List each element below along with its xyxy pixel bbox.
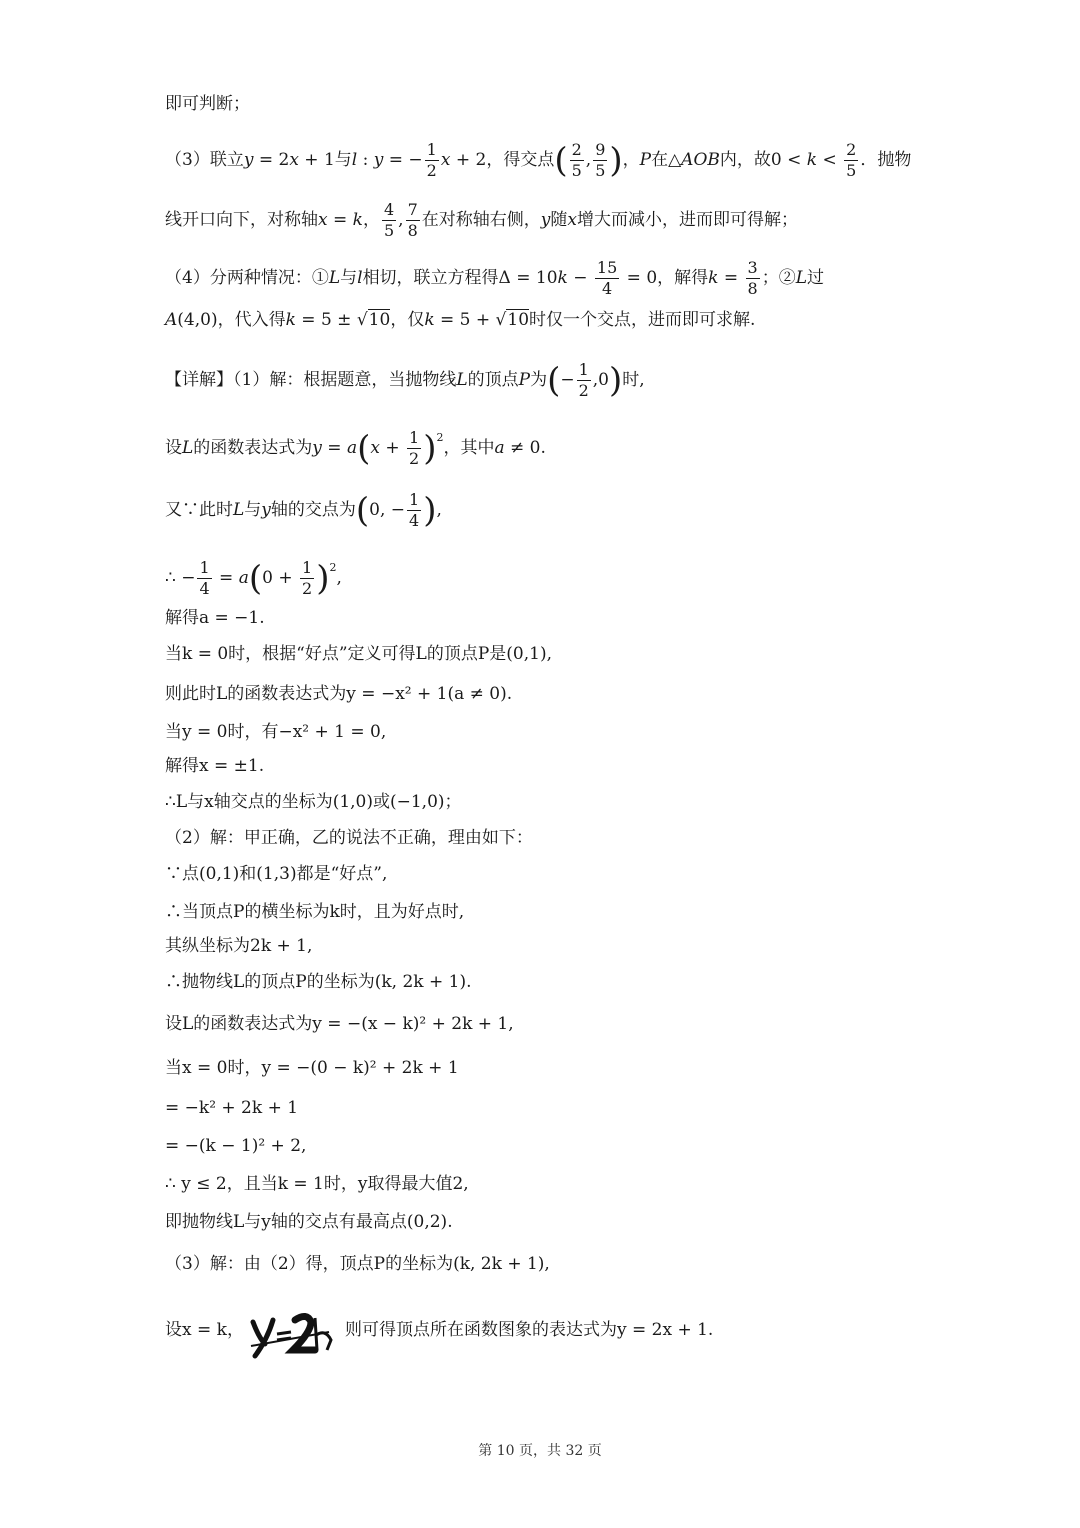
text-line-11: 当k = 0时，根据“好点”定义可得L的顶点P是(0,1), xyxy=(165,644,552,664)
text-line-18: ∴当顶点P的横坐标为k时，且为好点时, xyxy=(165,902,465,922)
text-line-12: 则此时L的函数表达式为y = −x² + 1(a ≠ 0). xyxy=(165,684,513,704)
text-line-28: 设x = k， xyxy=(165,1320,244,1340)
text-line-29: 则可得顶点所在函数图象的表达式为y = 2x + 1. xyxy=(345,1320,714,1340)
text-line-26: 即抛物线L与y轴的交点有最高点(0,2). xyxy=(165,1212,453,1232)
text-line-1: 即可判断； xyxy=(165,94,250,114)
text-line-4: （4）分两种情况：①L与l相切，联立方程得Δ = 10k − $\frac{15}{4}$ = 0，解得k = $\frac{3}{8}$ ；②L过 xyxy=(165,258,824,298)
text-line-20: ∴抛物线L的顶点P的坐标为(k, 2k + 1). xyxy=(165,972,472,992)
text-line-22: 当x = 0时，y = −(0 − k)² + 2k + 1 xyxy=(165,1058,459,1078)
text-line-6: 【详解】（1）解：根据题意，当抛物线L的顶点P为(− $\frac{1}{2}$ ,0)时, xyxy=(165,360,645,401)
text-line-21: 设L的函数表达式为y = −(x − k)² + 2k + 1, xyxy=(165,1014,514,1034)
text-line-9: ∴ − $\frac{1}{4}$ = a(0 + $\frac{1}{2}$ )$^2$, xyxy=(165,558,342,599)
text-line-19: 其纵坐标为2k + 1, xyxy=(165,936,313,956)
text-line-8: 又∵此时L与y轴的交点为(0, − $\frac{1}{4}$ ), xyxy=(165,490,442,531)
text-line-17: ∵点(0,1)和(1,3)都是“好点”, xyxy=(165,864,388,884)
text-line-27: （3）解：由（2）得，顶点P的坐标为(k, 2k + 1), xyxy=(165,1254,550,1274)
text-line-3: 线开口向下，对称轴x = k， $\frac{4}{5}$ , $\frac{7}{8}$ 在对称轴右侧，y随x增大而减小，进而即可得解； xyxy=(165,200,798,240)
text-line-13: 当y = 0时，有−x² + 1 = 0, xyxy=(165,722,387,742)
text-line-7: 设L的函数表达式为y = a(x + $\frac{1}{2}$ )$^2$，其中a ≠ 0. xyxy=(165,428,546,469)
text-line-16: （2）解：甲正确，乙的说法不正确，理由如下： xyxy=(165,828,533,848)
text-line-15: ∴L与x轴交点的坐标为(1,0)或(−1,0)； xyxy=(165,792,462,812)
text-line-23: = −k² + 2k + 1 xyxy=(165,1098,299,1118)
text-line-10: 解得a = −1. xyxy=(165,608,265,628)
text-line-14: 解得x = ±1. xyxy=(165,756,265,776)
page-footer: 第 10 页，共 32 页 xyxy=(478,1443,602,1459)
text-line-24: = −(k − 1)² + 2, xyxy=(165,1136,307,1156)
text-line-25: ∴ y ≤ 2，且当k = 1时，y取得最大值2, xyxy=(165,1174,469,1194)
handwritten-scribble xyxy=(245,1310,335,1360)
text-line-5: A(4,0)，代入得k = 5 ± √10，仅k = 5 + √10时仅一个交点，进而即可求解. xyxy=(165,310,756,330)
text-line-2: （3）联立y = 2x + 1与l : y = − $\frac{1}{2}$ x + 2，得交点( $\frac{2}{5}$ , $\frac{9}{5}$ )，P在△AOB内，故0 < k < $\frac{2}{5}$ ．抛物 xyxy=(165,140,912,181)
